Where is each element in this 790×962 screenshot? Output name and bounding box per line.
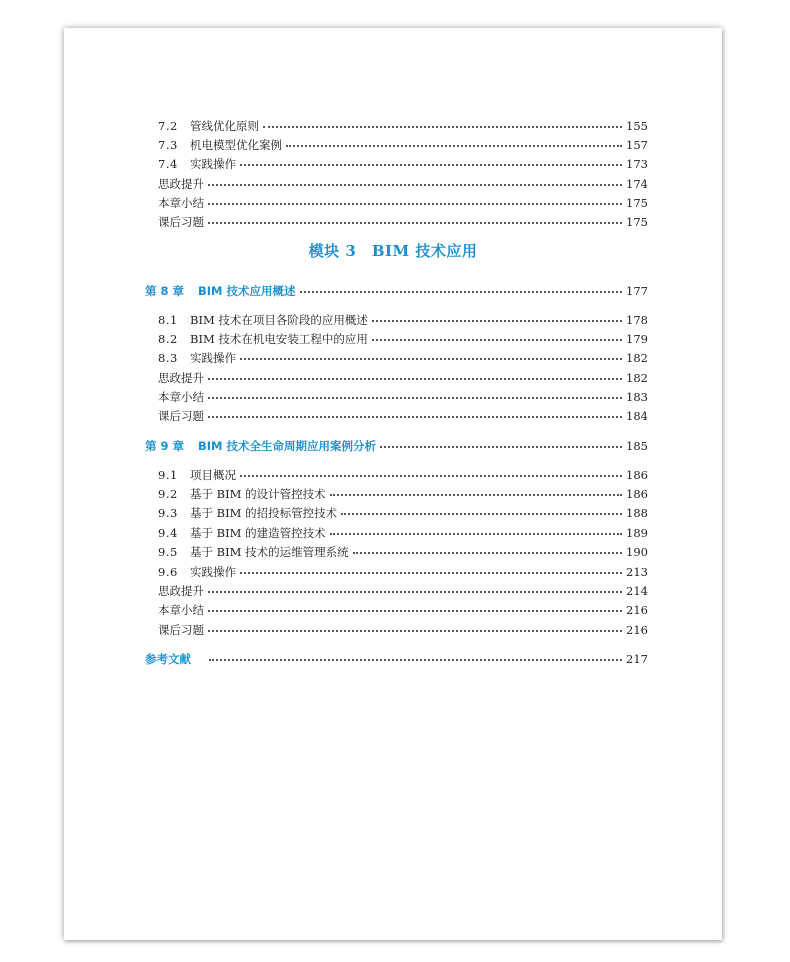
page-number: 188 <box>626 506 648 520</box>
page-number: 185 <box>626 439 648 453</box>
dot-leader <box>208 193 622 205</box>
dot-leader <box>240 465 622 477</box>
page-number: 217 <box>626 652 648 666</box>
dot-leader <box>286 135 622 147</box>
section-number: 8.2 <box>158 332 178 346</box>
section-number: 8.1 <box>158 313 178 327</box>
page-number: 216 <box>626 623 648 637</box>
section-title: BIM 技术在机电安装工程中的应用 <box>190 332 368 346</box>
section-title: 基于 BIM 技术的运维管理系统 <box>190 545 349 559</box>
page-number: 177 <box>626 284 648 298</box>
toc-entry-8-3[interactable] <box>158 350 648 366</box>
section-title: 实践操作 <box>190 351 236 365</box>
section-number: 7.4 <box>158 157 178 171</box>
section-number: 9.4 <box>158 526 178 540</box>
toc-chapter-8[interactable] <box>145 283 648 299</box>
section-number: 9.6 <box>158 565 178 579</box>
toc-entry-9-1[interactable] <box>158 467 648 483</box>
section-title: 实践操作 <box>190 157 236 171</box>
toc-entry-9-5[interactable] <box>158 544 648 560</box>
section-title: 思政提升 <box>158 371 204 385</box>
dot-leader <box>208 406 622 418</box>
dot-leader <box>240 348 622 360</box>
toc-entry-ch7-exercises[interactable] <box>158 214 648 230</box>
toc-entry-ch8-summary[interactable] <box>158 389 648 405</box>
section-title: 基于 BIM 的建造管控技术 <box>190 526 326 540</box>
toc-entry-ch9-ideology[interactable] <box>158 583 648 599</box>
toc-entry-9-6[interactable] <box>158 564 648 580</box>
page-number: 182 <box>626 351 648 365</box>
dot-leader <box>208 368 622 380</box>
section-number: 9.5 <box>158 545 178 559</box>
references-title: 参考文献 <box>145 652 191 666</box>
toc-entry-ch8-ideology[interactable] <box>158 370 648 386</box>
chapter-label: 第 8 章 <box>145 284 185 298</box>
page-number: 157 <box>626 138 648 152</box>
section-title: 课后习题 <box>158 623 204 637</box>
section-title: 课后习题 <box>158 409 204 423</box>
section-title: 基于 BIM 的招投标管控技术 <box>190 506 338 520</box>
toc-entry-7-2[interactable] <box>158 118 648 134</box>
page-number: 214 <box>626 584 648 598</box>
page-number: 184 <box>626 409 648 423</box>
toc-entry-9-2[interactable] <box>158 486 648 502</box>
toc-entry-9-3[interactable] <box>158 505 648 521</box>
section-number: 9.1 <box>158 468 178 482</box>
page-number: 183 <box>626 390 648 404</box>
dot-leader <box>353 542 622 554</box>
dot-leader <box>209 649 622 661</box>
module-heading: 模块 3 BIM 技术应用 <box>308 242 478 260</box>
section-title: 管线优化原则 <box>190 119 259 133</box>
page-number: 189 <box>626 526 648 540</box>
dot-leader <box>240 562 622 574</box>
toc-entry-ch8-exercises[interactable] <box>158 408 648 424</box>
page-number: 186 <box>626 487 648 501</box>
dot-leader <box>300 281 623 293</box>
page-number: 175 <box>626 196 648 210</box>
toc-entry-8-2[interactable] <box>158 331 648 347</box>
toc-entry-8-1[interactable] <box>158 312 648 328</box>
page-number: 178 <box>626 313 648 327</box>
section-number: 9.3 <box>158 506 178 520</box>
section-number: 7.3 <box>158 138 178 152</box>
dot-leader <box>208 581 622 593</box>
dot-leader <box>240 154 622 166</box>
toc-entry-7-3[interactable] <box>158 137 648 153</box>
section-title: 课后习题 <box>158 215 204 229</box>
dot-leader <box>208 387 622 399</box>
section-title: 基于 BIM 的设计管控技术 <box>190 487 326 501</box>
dot-leader <box>372 310 622 322</box>
dot-leader <box>208 600 622 612</box>
page-number: 190 <box>626 545 648 559</box>
dot-leader <box>380 436 622 448</box>
section-title: 本章小结 <box>158 603 204 617</box>
section-title: 实践操作 <box>190 565 236 579</box>
page-number: 179 <box>626 332 648 346</box>
dot-leader <box>341 503 622 515</box>
section-title: 本章小结 <box>158 196 204 210</box>
toc-entry-ch9-summary[interactable] <box>158 602 648 618</box>
dot-leader <box>208 174 622 186</box>
toc-references[interactable] <box>145 651 648 667</box>
section-number: 9.2 <box>158 487 178 501</box>
toc-entry-ch7-summary[interactable] <box>158 195 648 211</box>
toc-entry-7-4[interactable] <box>158 156 648 172</box>
toc-chapter-9[interactable] <box>145 438 648 454</box>
chapter-label: 第 9 章 <box>145 439 185 453</box>
toc-entry-ch7-ideology[interactable] <box>158 176 648 192</box>
page-number: 216 <box>626 603 648 617</box>
section-title: 项目概况 <box>190 468 236 482</box>
section-title: 本章小结 <box>158 390 204 404</box>
section-number: 7.2 <box>158 119 178 133</box>
page-number: 186 <box>626 468 648 482</box>
section-number: 8.3 <box>158 351 178 365</box>
section-title: BIM 技术在项目各阶段的应用概述 <box>190 313 368 327</box>
section-title: 思政提升 <box>158 584 204 598</box>
toc-entry-ch9-exercises[interactable] <box>158 622 648 638</box>
section-title: 思政提升 <box>158 177 204 191</box>
page-number: 173 <box>626 157 648 171</box>
page-number: 175 <box>626 215 648 229</box>
page-number: 182 <box>626 371 648 385</box>
dot-leader <box>208 212 622 224</box>
toc-entry-9-4[interactable] <box>158 525 648 541</box>
dot-leader <box>208 620 622 632</box>
dot-leader <box>330 484 622 496</box>
page-number: 213 <box>626 565 648 579</box>
dot-leader <box>330 523 622 535</box>
page-number: 174 <box>626 177 648 191</box>
dot-leader <box>372 329 622 341</box>
section-title: 机电模型优化案例 <box>190 138 282 152</box>
dot-leader <box>263 116 622 128</box>
chapter-title: BIM 技术应用概述 <box>198 284 296 298</box>
chapter-title: BIM 技术全生命周期应用案例分析 <box>198 439 377 453</box>
page-number: 155 <box>626 119 648 133</box>
